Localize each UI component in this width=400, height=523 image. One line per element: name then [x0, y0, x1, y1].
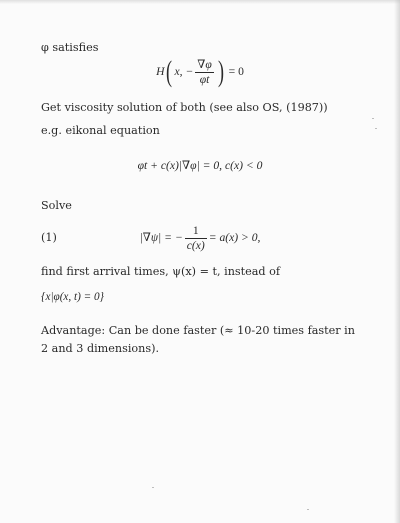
eq-h-denominator: φt: [199, 72, 210, 86]
eq-h-tail: = 0: [228, 65, 244, 78]
equation-number: (1): [41, 231, 57, 244]
scan-speck: [152, 487, 154, 488]
eq-h-head: H: [156, 65, 165, 78]
text-first-arrival: find first arrival times, ψ(x) = t, instead of: [41, 265, 281, 278]
top-scan-shadow: [0, 0, 400, 4]
open-paren: (: [166, 55, 173, 89]
scan-speck: [375, 128, 377, 129]
text-dimensions: 2 and 3 dimensions).: [41, 342, 160, 355]
eq-h-numerator: ∇φ: [197, 57, 212, 71]
equation-eikonal: φt + c(x)|∇φ| = 0, c(x) < 0: [137, 159, 263, 172]
eq-solve-fraction: [185, 224, 207, 253]
text-advantage: Advantage: Can be done faster (≈ 10-20 times faster in: [41, 324, 355, 337]
eq-solve-denominator: c(x): [186, 238, 205, 252]
eq-solve-lhs: |∇ψ| = −: [139, 231, 183, 244]
text-eikonal-label: e.g. eikonal equation: [41, 124, 160, 137]
scan-speck: [372, 118, 374, 119]
eq-solve-numerator: 1: [185, 224, 207, 239]
text-solve: Solve: [41, 199, 72, 212]
equation-solve: [0, 220, 400, 256]
eq-h-args: x, −: [174, 65, 194, 78]
scan-speck: [307, 509, 309, 510]
close-paren: ): [217, 55, 224, 89]
eq-h-fraction: [195, 58, 214, 87]
eq-solve-rhs: = a(x) > 0,: [208, 231, 261, 244]
equation-hamiltonian: [0, 52, 400, 92]
text-viscosity-solution: Get viscosity solution of both (see also OS, (1987)): [41, 101, 328, 114]
text-level-set: {x|φ(x, t) = 0}: [41, 291, 105, 303]
text-phi-satisfies: φ satisfies: [41, 41, 99, 54]
